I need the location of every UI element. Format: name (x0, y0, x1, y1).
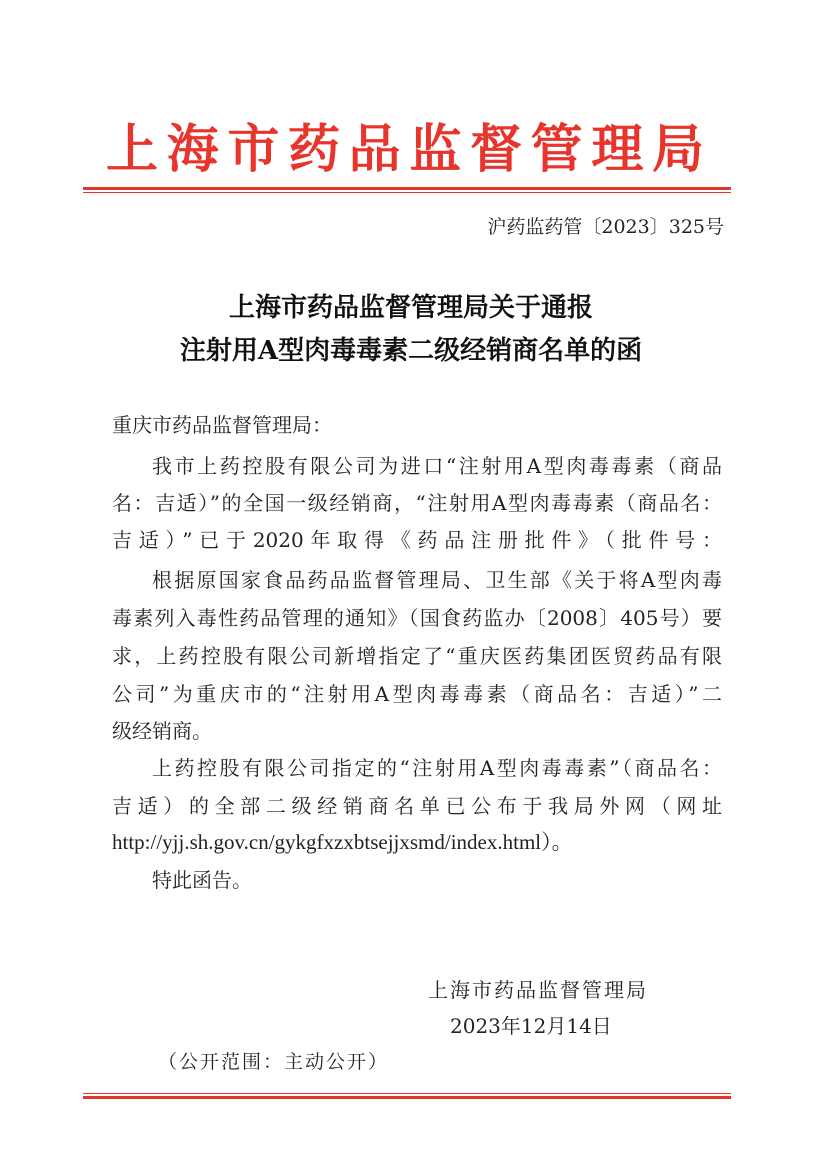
document-title-line-2: 注射用A型肉毒毒素二级经销商名单的函 (179, 336, 643, 366)
footer-red-rule-thick (83, 1096, 731, 1099)
header-red-rule-thick (83, 187, 731, 190)
body-line: 求，上药控股有限公司新增指定了“重庆医药集团医贸药品有限 (112, 644, 722, 668)
salutation: 重庆市药品监督管理局： (112, 413, 332, 437)
document-number: 沪药监药管〔2023〕325号 (487, 216, 724, 238)
body-line: 吉适）”已于2020年取得《药品注册批件》（批件号： (112, 528, 722, 552)
document-title-line-1: 上海市药品监督管理局关于通报 (228, 293, 593, 323)
issuing-authority-header: 上海市药品监督管理局 (106, 119, 706, 180)
body-line: 名：吉适）”的全国一级经销商，“注射用A型肉毒毒素（商品名： (112, 491, 722, 515)
signature-authority: 上海市药品监督管理局 (428, 978, 646, 1002)
website-url-line: http://yjj.sh.gov.cn/gykgfxzxbtsejjxsmd/index.html）。 (112, 830, 573, 854)
body-line: 根据原国家食品药品监督管理局、卫生部《关于将A型肉毒 (152, 568, 722, 592)
body-line: 级经销商。 (112, 719, 212, 743)
issue-date: 2023年12月14日 (450, 1014, 612, 1038)
body-line: 毒素列入毒性药品管理的通知》（国食药监办〔2008〕405号）要 (112, 606, 722, 630)
header-red-rule-thin (83, 192, 731, 193)
footer-red-rule-thin (83, 1093, 731, 1094)
body-line: 吉适）的全部二级经销商名单已公布于我局外网（网址 (112, 794, 722, 818)
body-line: 我市上药控股有限公司为进口“注射用A型肉毒毒素（商品 (152, 454, 722, 478)
disclosure-scope: （公开范围：主动公开） (158, 1051, 390, 1073)
body-line: 上药控股有限公司指定的“注射用A型肉毒毒素”（商品名： (152, 756, 722, 780)
closing-line: 特此函告。 (152, 868, 252, 892)
body-line: 公司”为重庆市的“注射用A型肉毒毒素（商品名：吉适）”二 (112, 682, 722, 706)
